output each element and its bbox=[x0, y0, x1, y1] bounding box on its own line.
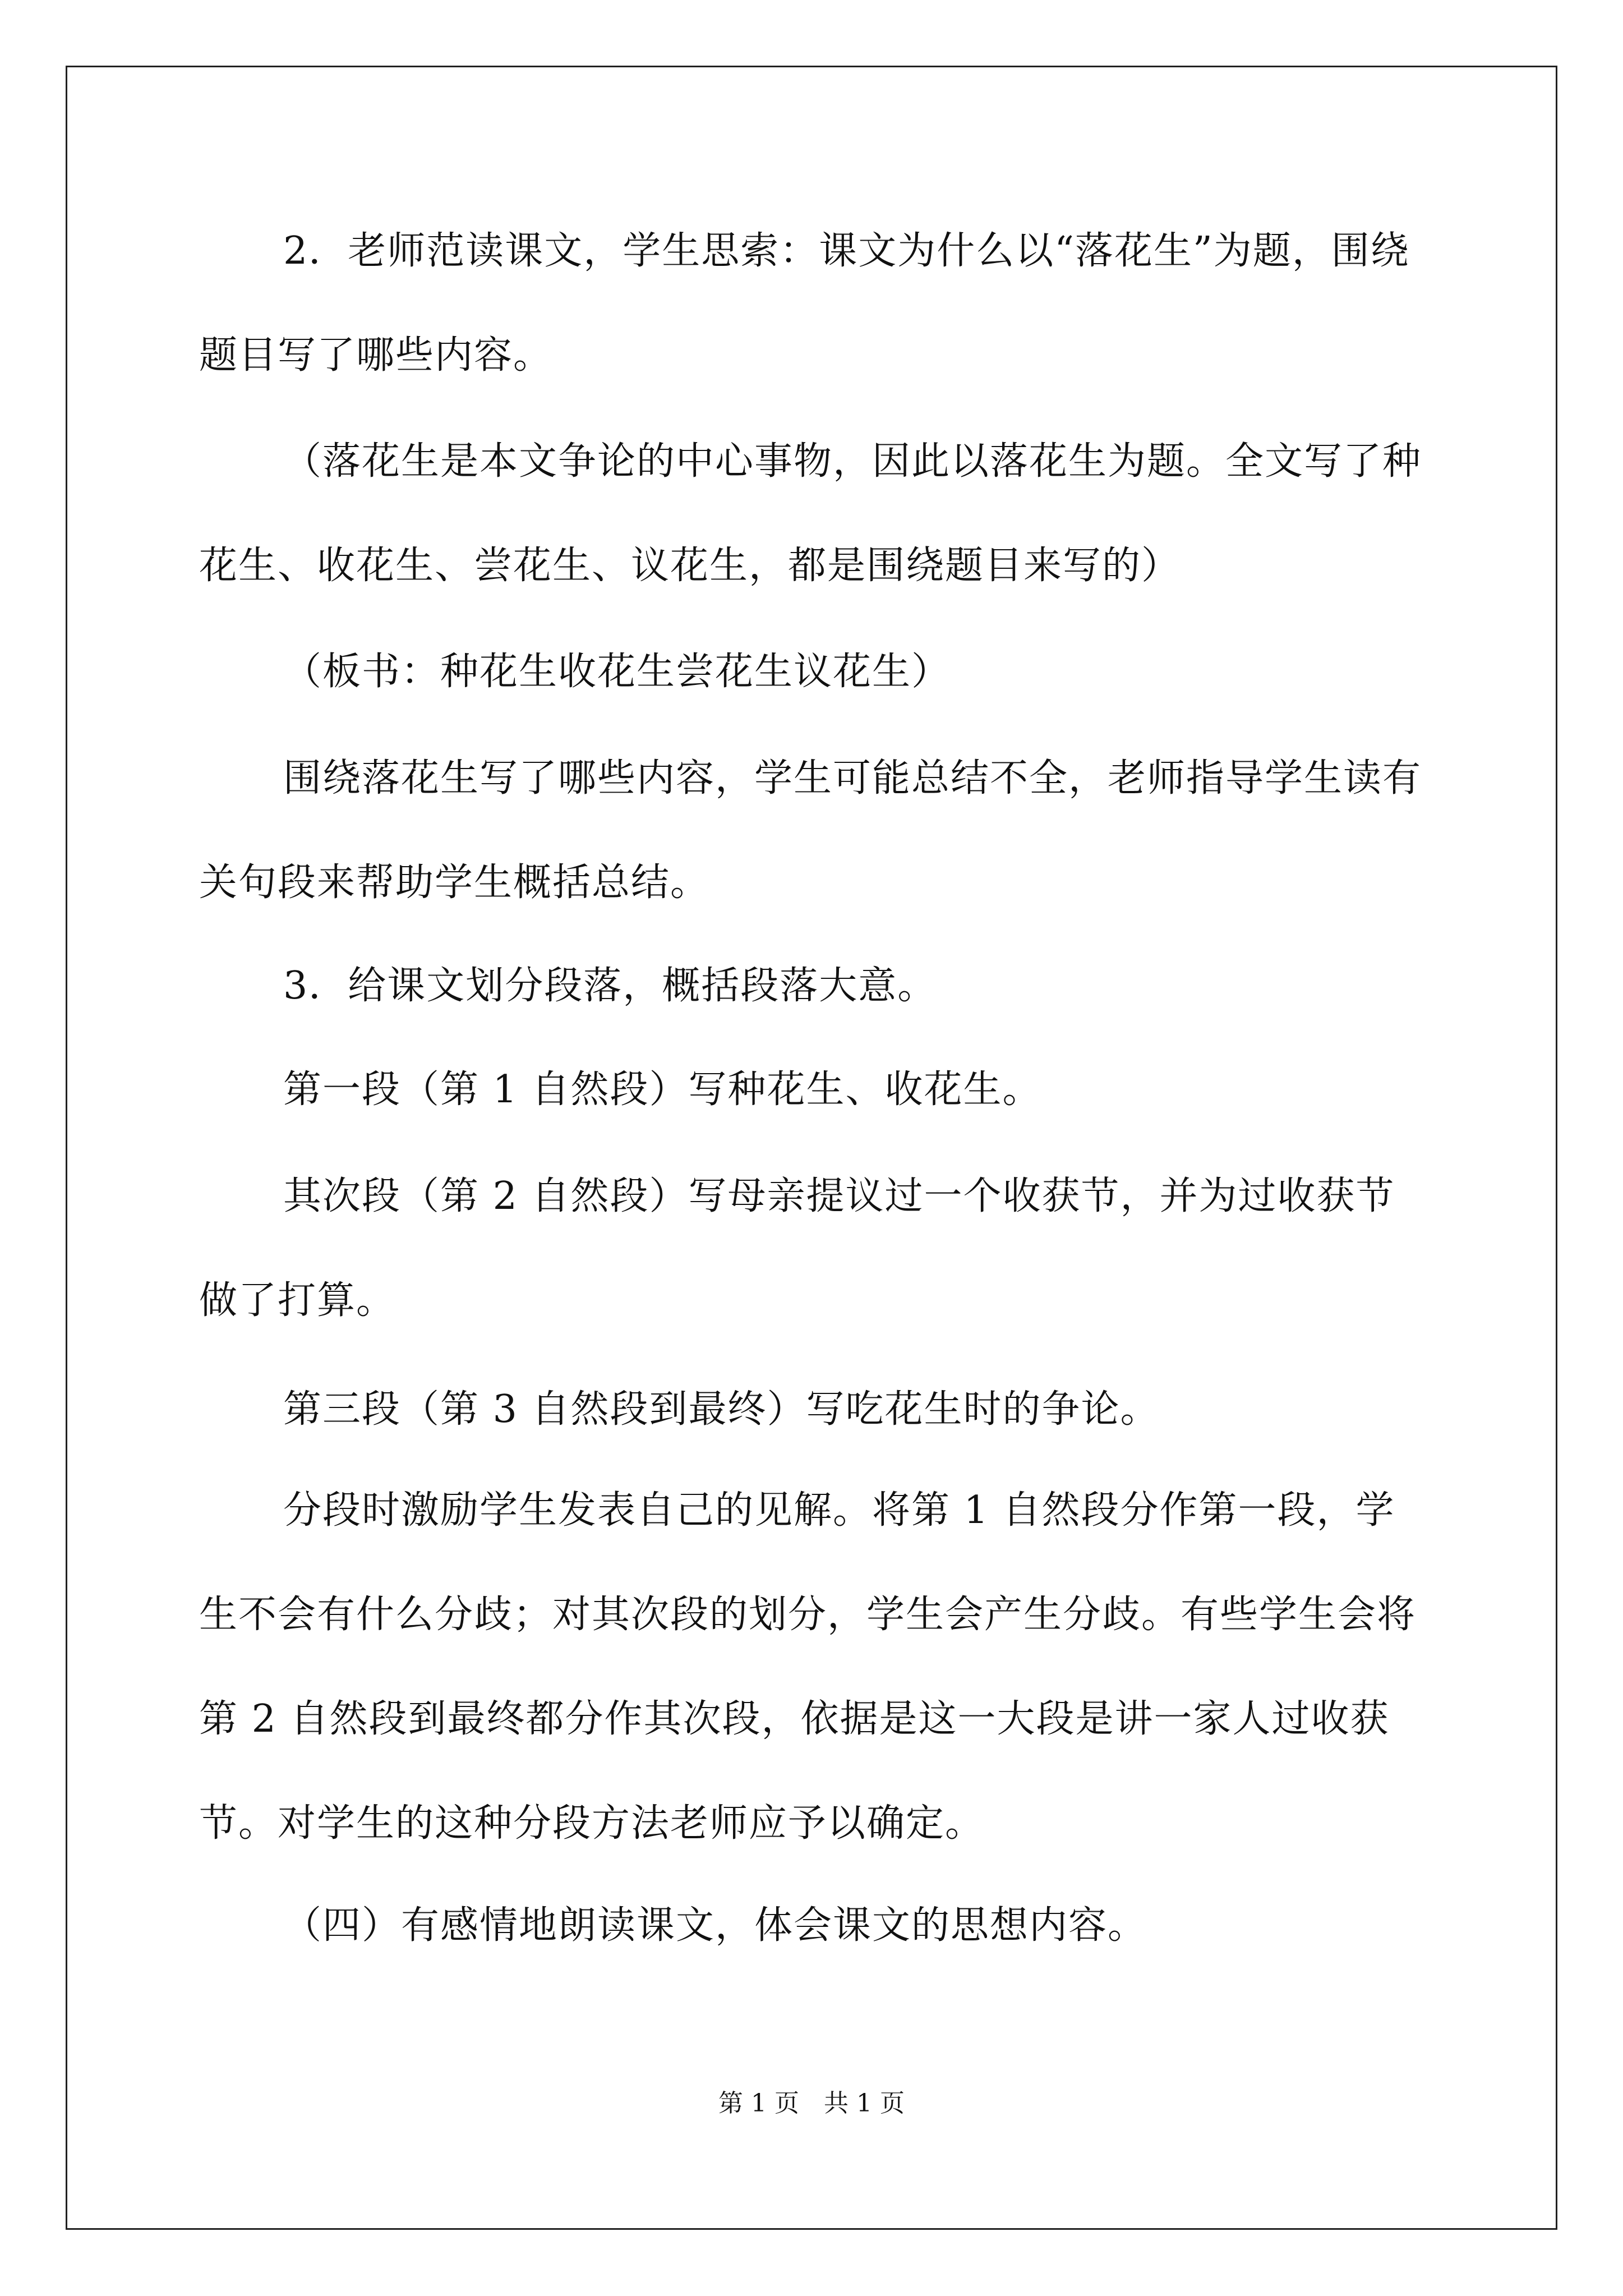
paragraph-7: 其次段（第 2 自然段）写母亲提议过一个收获节，并为过收获节做了打算。 bbox=[199, 1174, 1395, 1323]
paragraph-6: 第一段（第 1 自然段）写种花生、收花生。 bbox=[283, 1068, 1042, 1112]
paragraph-3: （板书：种花生收花生尝花生议花生） bbox=[283, 650, 951, 694]
paragraph-9: 分段时激励学生发表自己的见解。将第 1 自然段分作第一段，学生不会有什么分歧；对其次段的划分，学生会产生分歧。有些学生会将第 2 自然段到最终都分作其次段，依据是这一大段是讲一家人过收获节。对学生的这种分段方法老师应予以确定。 bbox=[199, 1488, 1417, 1846]
paragraph-5: 3．给课文划分段落，概括段落大意。 bbox=[283, 964, 937, 1008]
paragraph-8: 第三段（第 3 自然段到最终）写吃花生时的争论。 bbox=[283, 1387, 1160, 1432]
page-footer: 第 1 页 共 1 页 bbox=[718, 2089, 905, 2118]
paragraph-10: （四）有感情地朗读课文，体会课文的思想内容。 bbox=[283, 1903, 1147, 1948]
paragraph-1: 2．老师范读课文，学生思索：课文为什么以“落花生”为题，围绕题目写了哪些内容。 bbox=[199, 229, 1410, 378]
paragraph-4: 围绕落花生写了哪些内容，学生可能总结不全，老师指导学生读有关句段来帮助学生概括总结。 bbox=[199, 756, 1422, 905]
paragraph-2: （落花生是本文争论的中心事物，因此以落花生为题。全文写了种花生、收花生、尝花生、议花生，都是围绕题目来写的） bbox=[199, 439, 1422, 588]
